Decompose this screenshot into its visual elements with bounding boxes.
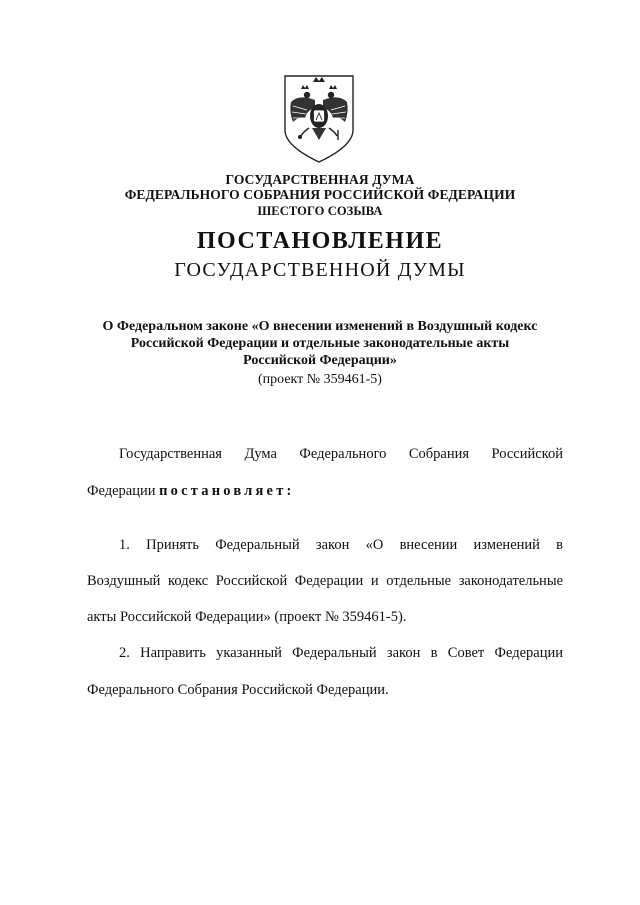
item-1-line: Воздушный кодекс Российской Федерации и отдельные законодательные: [87, 573, 563, 589]
subject-line: Российской Федерации и отдельные законодательные акты: [130, 336, 510, 351]
item-2-line: 2. Направить указанный Федеральный закон в Совет Федерации: [119, 645, 563, 661]
assembly-name: ФЕДЕРАЛЬНОГО СОБРАНИЯ РОССИЙСКОЙ ФЕДЕРАЦИИ: [124, 187, 516, 202]
item-1-line: 1. Принять Федеральный закон «О внесении изменений в: [119, 537, 563, 553]
item-1-line: акты Российской Федерации» (проект № 359461-5).: [87, 609, 407, 625]
coat-of-arms-icon: [279, 72, 359, 164]
preamble-text: Федерации: [87, 483, 160, 499]
document-authority: ГОСУДАРСТВЕННОЙ ДУМЫ: [174, 259, 466, 281]
resolution-subject: [60, 318, 580, 369]
project-number: (проект № 359461-5): [258, 372, 382, 387]
subject-line: Российской Федерации»: [243, 353, 397, 368]
item-2-line: Федерального Собрания Российской Федерации.: [87, 682, 389, 698]
document-type-title: ПОСТАНОВЛЕНИЕ: [196, 228, 444, 254]
subject-line: О Федеральном законе «О внесении изменений в Воздушный кодекс: [102, 319, 538, 334]
convocation: ШЕСТОГО СОЗЫВА: [257, 204, 383, 218]
preamble-line: Государственная Дума Федерального Собрания Российской: [119, 446, 563, 462]
preamble-line: [87, 482, 563, 500]
duma-name: ГОСУДАРСТВЕННАЯ ДУМА: [225, 172, 415, 187]
decision-word: постановляет:: [159, 483, 295, 499]
